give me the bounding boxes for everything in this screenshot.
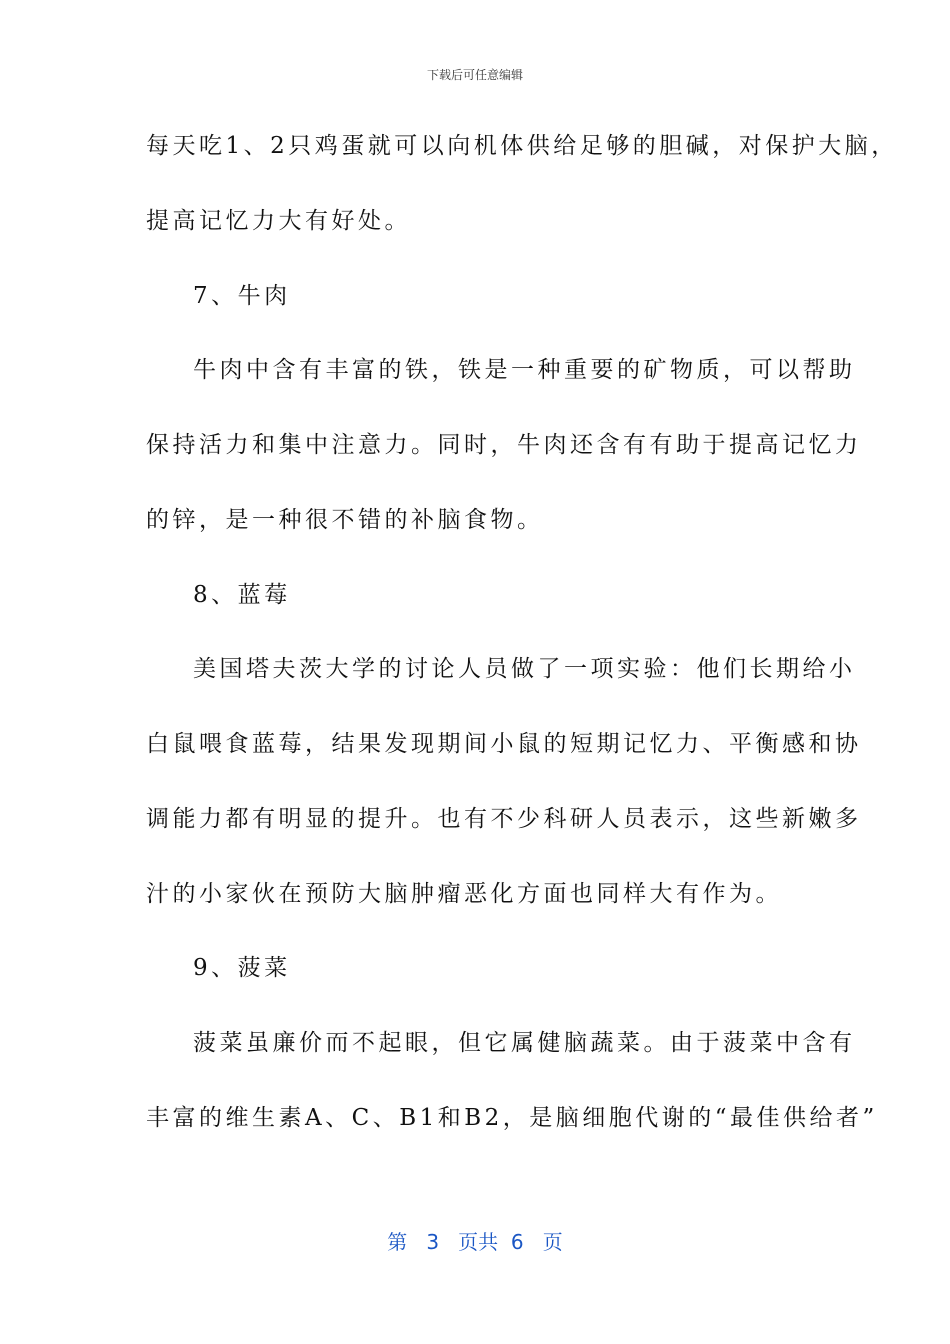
- body-line-1: 每天吃1、2只鸡蛋就可以向机体供给足够的胆碱，对保护大脑，: [146, 133, 898, 159]
- page-suffix: 页: [542, 1230, 563, 1254]
- body-line-6: 的锌，是一种很不错的补脑食物。: [146, 507, 544, 533]
- section-heading-blueberry: 8、蓝莓: [193, 582, 291, 608]
- page-current: 3: [426, 1230, 440, 1254]
- page-header: 下载后可任意编辑: [426, 68, 523, 82]
- body-line-10: 调能力都有明显的提升。也有不少科研人员表示，这些新嫩多: [146, 806, 862, 832]
- body-line-2: 提高记忆力大有好处。: [146, 208, 411, 234]
- page-mid: 页共: [458, 1230, 499, 1254]
- section-heading-spinach: 9、菠菜: [193, 955, 291, 981]
- section-heading-beef: 7、牛肉: [193, 283, 291, 309]
- body-line-14: 丰富的维生素A、C、B1和B2，是脑细胞代谢的“最佳供给者”: [146, 1105, 878, 1131]
- page-footer: [0, 1226, 950, 1255]
- body-line-8: 美国塔夫茨大学的讨论人员做了一项实验：他们长期给小: [193, 656, 856, 682]
- page-prefix: 第: [387, 1230, 408, 1254]
- page-total: 6: [510, 1230, 524, 1254]
- body-line-4: 牛肉中含有丰富的铁，铁是一种重要的矿物质，可以帮助: [193, 357, 856, 383]
- body-line-5: 保持活力和集中注意力。同时，牛肉还含有有助于提高记忆力: [146, 432, 862, 458]
- body-line-9: 白鼠喂食蓝莓，结果发现期间小鼠的短期记忆力、平衡感和协: [146, 731, 862, 757]
- body-line-11: 汁的小家伙在预防大脑肿瘤恶化方面也同样大有作为。: [146, 881, 782, 907]
- body-line-13: 菠菜虽廉价而不起眼，但它属健脑蔬菜。由于菠菜中含有: [193, 1030, 856, 1056]
